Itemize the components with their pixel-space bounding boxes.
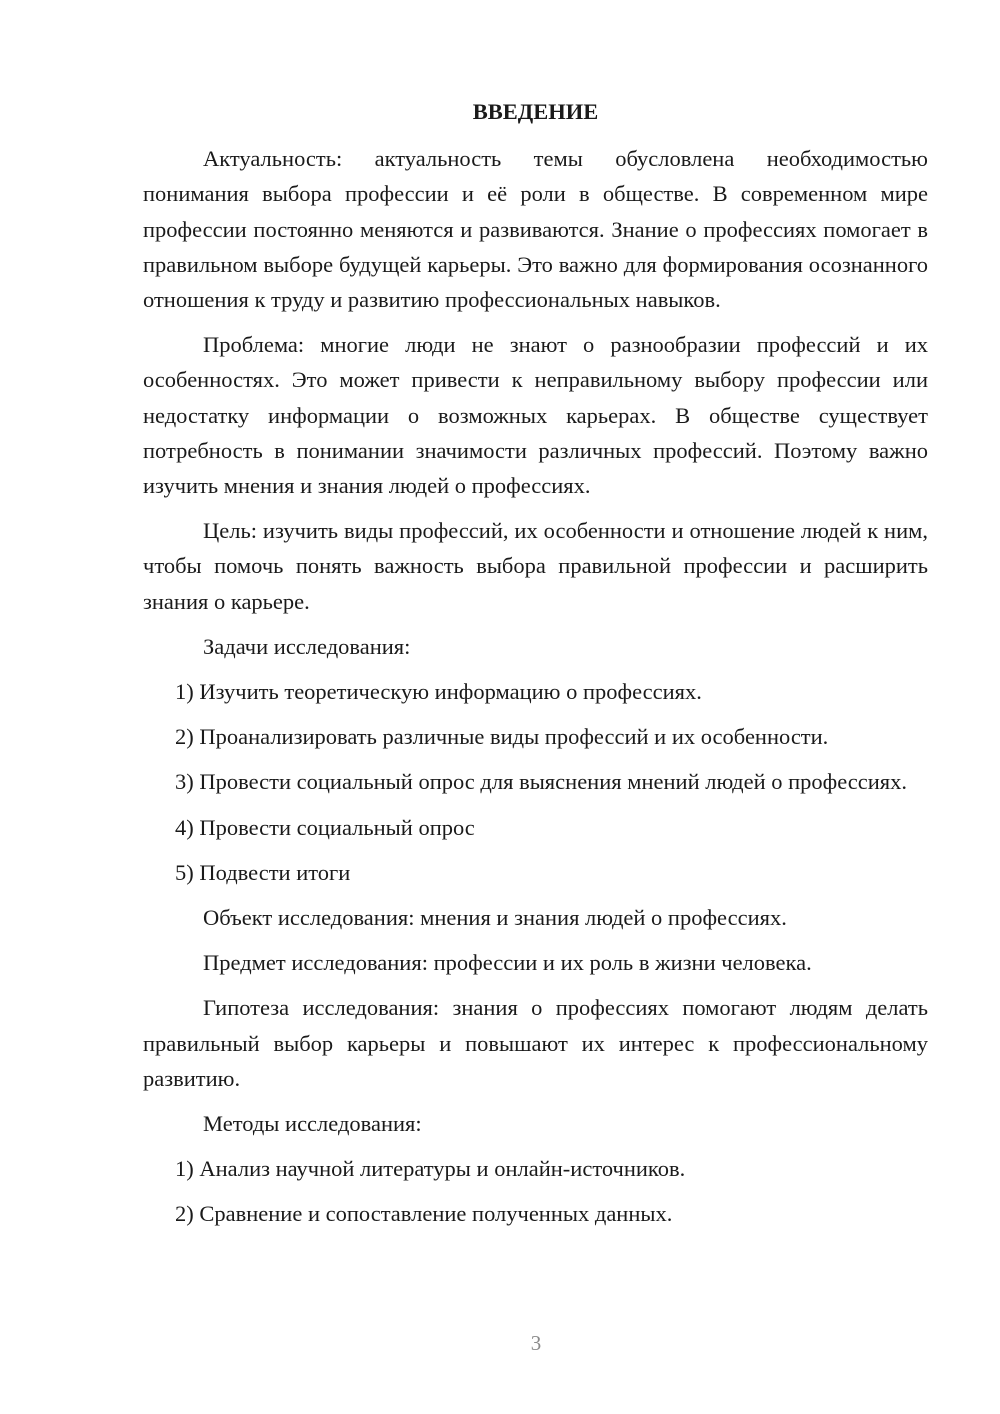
task-item-3: 3) Провести социальный опрос для выяснения мнений людей о профессиях. [175,769,908,795]
tasks-heading: Задачи исследования: [203,633,411,659]
page-title: ВВЕДЕНИЕ [472,99,599,124]
object-paragraph: Объект исследования: мнения и знания людей о профессиях. [203,905,787,931]
method-item-1: 1) Анализ научной литературы и онлайн-источников. [175,1156,686,1182]
task-item-5: 5) Подвести итоги [175,859,351,885]
task-item-1: 1) Изучить теоретическую информацию о профессиях. [175,679,702,705]
subject-paragraph: Предмет исследования: профессии и их роль в жизни человека. [203,950,812,976]
relevance-paragraph: Актуальность: актуальность темы обусловлена необходимостью понимания выбора профессии и её роли в обществе. В современном мире профессии постоянно меняются и развиваются. Знание о профессиях помогает в правильном выборе будущей карьеры. Это важно для формирования осознанного отношения к труду и развитию профессиональных навыков. [143,146,928,313]
document-page [143,94,928,1242]
goal-paragraph: Цель: изучить виды профессий, их особенности и отношение людей к ним, чтобы помочь понять важность выбора правильной профессии и расширить знания о карьере. [143,518,928,614]
page-number: 3 [530,1331,542,1355]
methods-heading: Методы исследования: [203,1111,422,1137]
method-item-2: 2) Сравнение и сопоставление полученных данных. [175,1201,673,1227]
task-item-2: 2) Проанализировать различные виды профессий и их особенности. [175,724,829,750]
problem-paragraph: Проблема: многие люди не знают о разнообразии профессий и их особенностях. Это может привести к неправильному выбору профессии или недостатку информации о возможных карьерах. В обществе существует потребность в понимании значимости различных профессий. Поэтому важно изучить мнения и знания людей о профессиях. [143,332,928,499]
hypothesis-paragraph: Гипотеза исследования: знания о профессиях помогают людям делать правильный выбор карьеры и повышают их интерес к профессиональному развитию. [143,995,928,1091]
task-item-4: 4) Провести социальный опрос [175,814,475,840]
